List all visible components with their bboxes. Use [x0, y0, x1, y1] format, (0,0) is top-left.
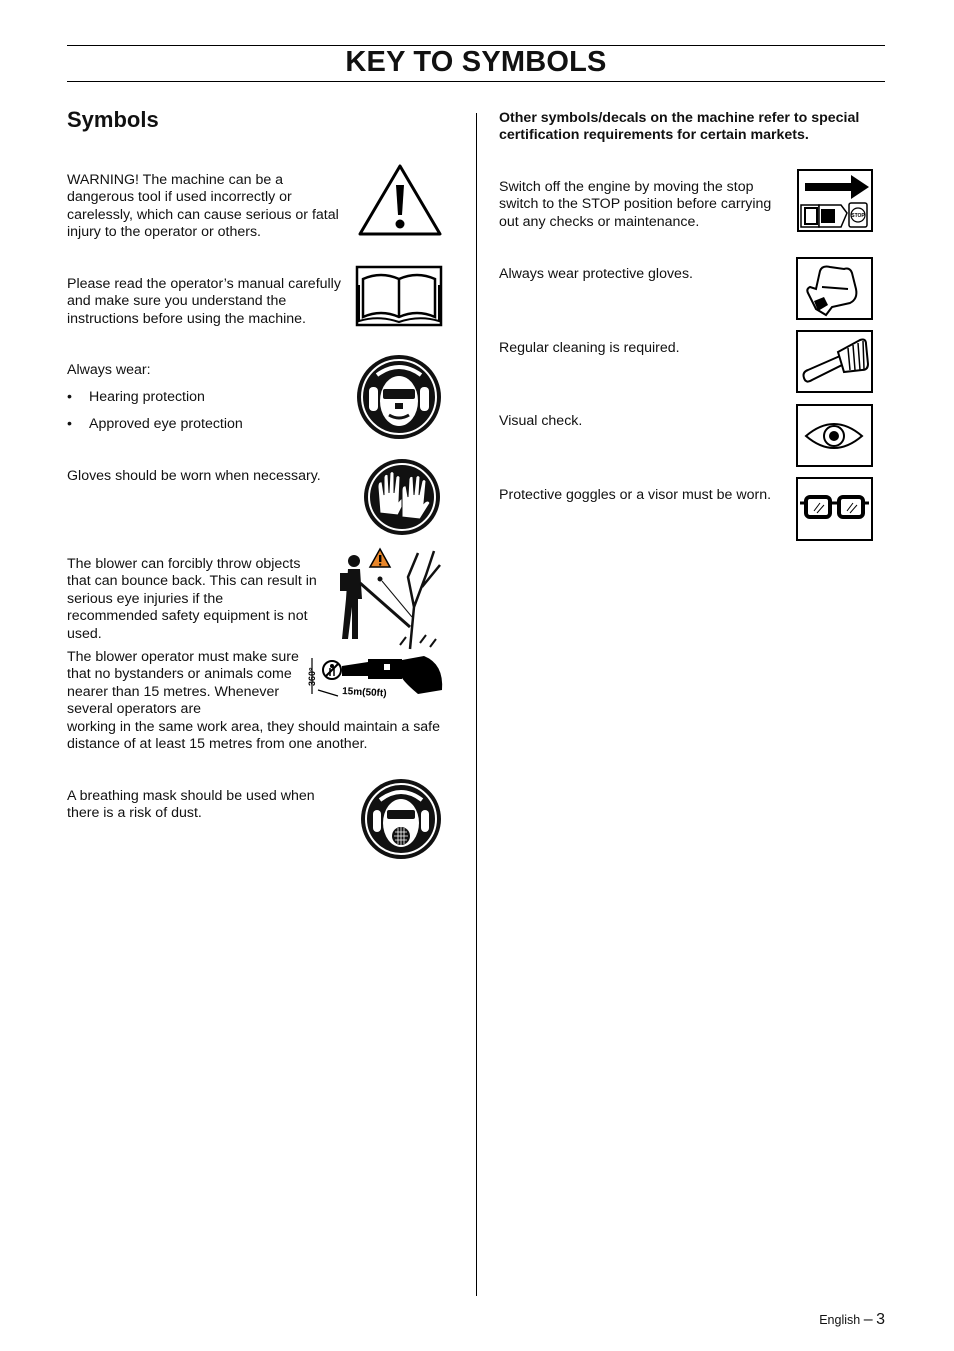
- warning-triangle-icon: [357, 163, 443, 237]
- warning-text: WARNING! The machine can be a dangerous tool if used incorrectly or carelessly, which can cause serious or fatal injury to the operator or others.: [67, 172, 339, 241]
- breathing-mask-text: A breathing mask should be used when there is a risk of dust.: [67, 788, 315, 822]
- page-title: KEY TO SYMBOLS: [345, 46, 607, 78]
- blower-operator-text: The blower operator must make sure that no bystanders or animals come nearer than 15 metres. Whenever several operators are: [67, 649, 299, 718]
- stop-switch-icon: [797, 169, 873, 232]
- other-symbols-intro: Other symbols/decals on the machine refer to special certification requirements for certain markets.: [499, 110, 860, 144]
- footer-separator: –: [863, 1311, 873, 1328]
- distance-label: 15m(50ft): [341, 686, 387, 700]
- blower-throw-text: The blower can forcibly throw objects that can bounce back. This can result in serious eye injuries if the recommended safety equipment is not used.: [67, 556, 317, 642]
- read-manual-text: Please read the operator’s manual carefully and make sure you understand the instructions before using the machine.: [67, 276, 341, 327]
- cleaning-brush-icon: [796, 330, 873, 393]
- goggles-icon: [796, 477, 873, 541]
- safety-distance-icon: [306, 654, 446, 702]
- angle-label: 360°: [307, 667, 317, 686]
- section-heading: Symbols: [67, 107, 159, 132]
- visual-check-text: Visual check.: [499, 413, 583, 429]
- page-footer: [819, 1311, 885, 1329]
- operator-manual-icon: [355, 265, 443, 327]
- protective-glove-icon: [796, 257, 873, 320]
- header-bottom-rule: [67, 81, 885, 82]
- protective-gloves-text: Always wear protective gloves.: [499, 266, 693, 282]
- hearing-eye-protection-icon: [355, 353, 443, 441]
- gloves-icon: [362, 457, 442, 537]
- footer-language: English: [819, 1313, 861, 1327]
- bullet-eye: Approved eye protection: [89, 416, 243, 432]
- blower-operator-text-cont: working in the same work area, they should maintain a safe distance of at least 15 metres from one another.: [67, 719, 441, 753]
- cleaning-text: Regular cleaning is required.: [499, 340, 680, 356]
- breathing-mask-icon: [360, 778, 442, 860]
- column-divider: [476, 113, 477, 1296]
- bullet-hearing: Hearing protection: [89, 389, 205, 405]
- gloves-text: Gloves should be worn when necessary.: [67, 468, 321, 484]
- bullet-dot: •: [67, 416, 72, 432]
- goggles-text: Protective goggles or a visor must be worn.: [499, 487, 772, 503]
- always-wear-label: Always wear:: [67, 362, 151, 378]
- stop-switch-text: Switch off the engine by moving the stop switch to the STOP position before carrying out any checks or maintenance.: [499, 179, 772, 230]
- thrown-objects-icon: [330, 547, 445, 650]
- bullet-dot: •: [67, 389, 72, 405]
- stop-label: STOP: [851, 213, 865, 219]
- page-number: 3: [876, 1311, 885, 1328]
- eye-icon: [796, 404, 873, 467]
